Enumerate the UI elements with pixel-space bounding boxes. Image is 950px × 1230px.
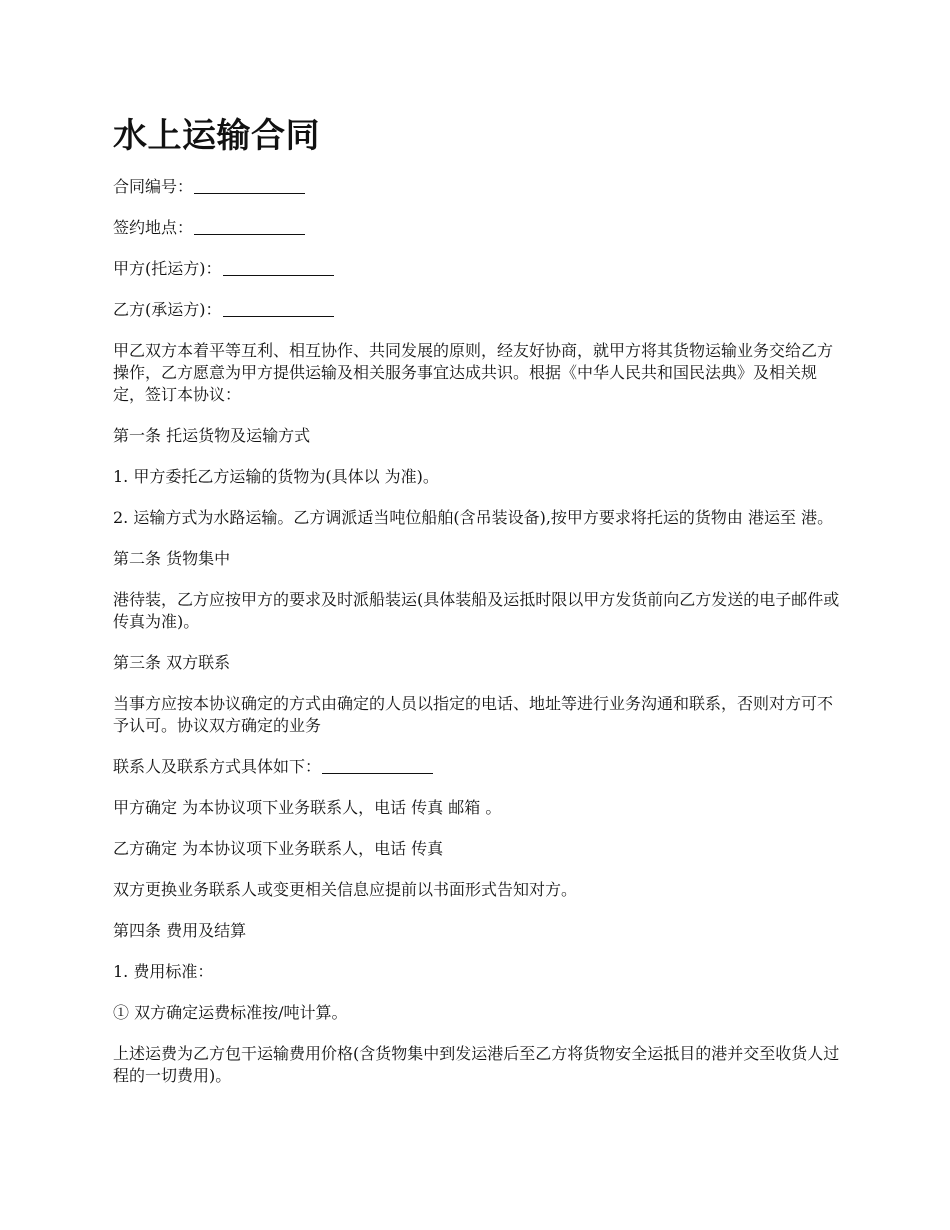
article1-item1: 1. 甲方委托乙方运输的货物为(具体以 为准)。 — [113, 467, 439, 486]
article2-text: 港待装，乙方应按甲方的要求及时派船装运(具体装船及运抵时限以甲方发货前向乙方发送的电子邮件或传真为准)。 — [113, 590, 840, 631]
article3-contacts-label: 联系人及联系方式具体如下： — [113, 757, 322, 776]
contract-page — [113, 110, 843, 1106]
party-b-field — [113, 299, 843, 321]
contract-number-label: 合同编号： — [113, 177, 194, 196]
article4-item1-sub1: ① 双方确定运费标准按/吨计算。 — [113, 1003, 348, 1022]
article3-heading: 第三条 双方联系 — [113, 653, 231, 672]
article1-item2: 2. 运输方式为水路运输。乙方调派适当吨位船舶(含吊装设备),按甲方要求将托运的货物由 港运至 港。 — [113, 508, 834, 527]
page-title: 水上运输合同 — [113, 116, 320, 156]
article3-contacts-field — [113, 756, 843, 778]
article3-party-a: 甲方确定 为本协议项下业务联系人，电话 传真 邮箱 。 — [113, 798, 502, 817]
intro-paragraph: 甲乙双方本着平等互利、相互协作、共同发展的原则，经友好协商，就甲方将其货物运输业务交给乙方操作，乙方愿意为甲方提供运输及相关服务事宜达成共识。根据《中华人民共和国民法典》及相关规定，签订本协议： — [113, 341, 834, 404]
article4-heading: 第四条 费用及结算 — [113, 921, 247, 940]
article4-item1: 1. 费用标准： — [113, 962, 214, 981]
article4-note: 上述运费为乙方包干运输费用价格(含货物集中到发运港后至乙方将货物安全运抵目的港并交至收货人过程的一切费用)。 — [113, 1044, 840, 1085]
party-b-blank — [223, 300, 334, 317]
party-a-blank — [223, 259, 334, 276]
party-a-field — [113, 258, 843, 280]
article2-heading: 第二条 货物集中 — [113, 549, 231, 568]
sign-place-blank — [194, 218, 305, 235]
sign-place-field — [113, 217, 843, 239]
contract-number-blank — [194, 177, 305, 194]
article3-text: 当事方应按本协议确定的方式由确定的人员以指定的电话、地址等进行业务沟通和联系，否则对方可不予认可。协议双方确定的业务 — [113, 694, 834, 735]
article1-heading: 第一条 托运货物及运输方式 — [113, 426, 311, 445]
sign-place-label: 签约地点： — [113, 218, 194, 237]
article3-change: 双方更换业务联系人或变更相关信息应提前以书面形式告知对方。 — [113, 880, 578, 899]
contract-number-field — [113, 176, 843, 198]
party-b-label: 乙方(承运方)： — [113, 300, 222, 319]
article3-contacts-blank — [322, 757, 433, 774]
party-a-label: 甲方(托运方)： — [113, 259, 222, 278]
article3-party-b: 乙方确定 为本协议项下业务联系人，电话 传真 — [113, 839, 444, 858]
